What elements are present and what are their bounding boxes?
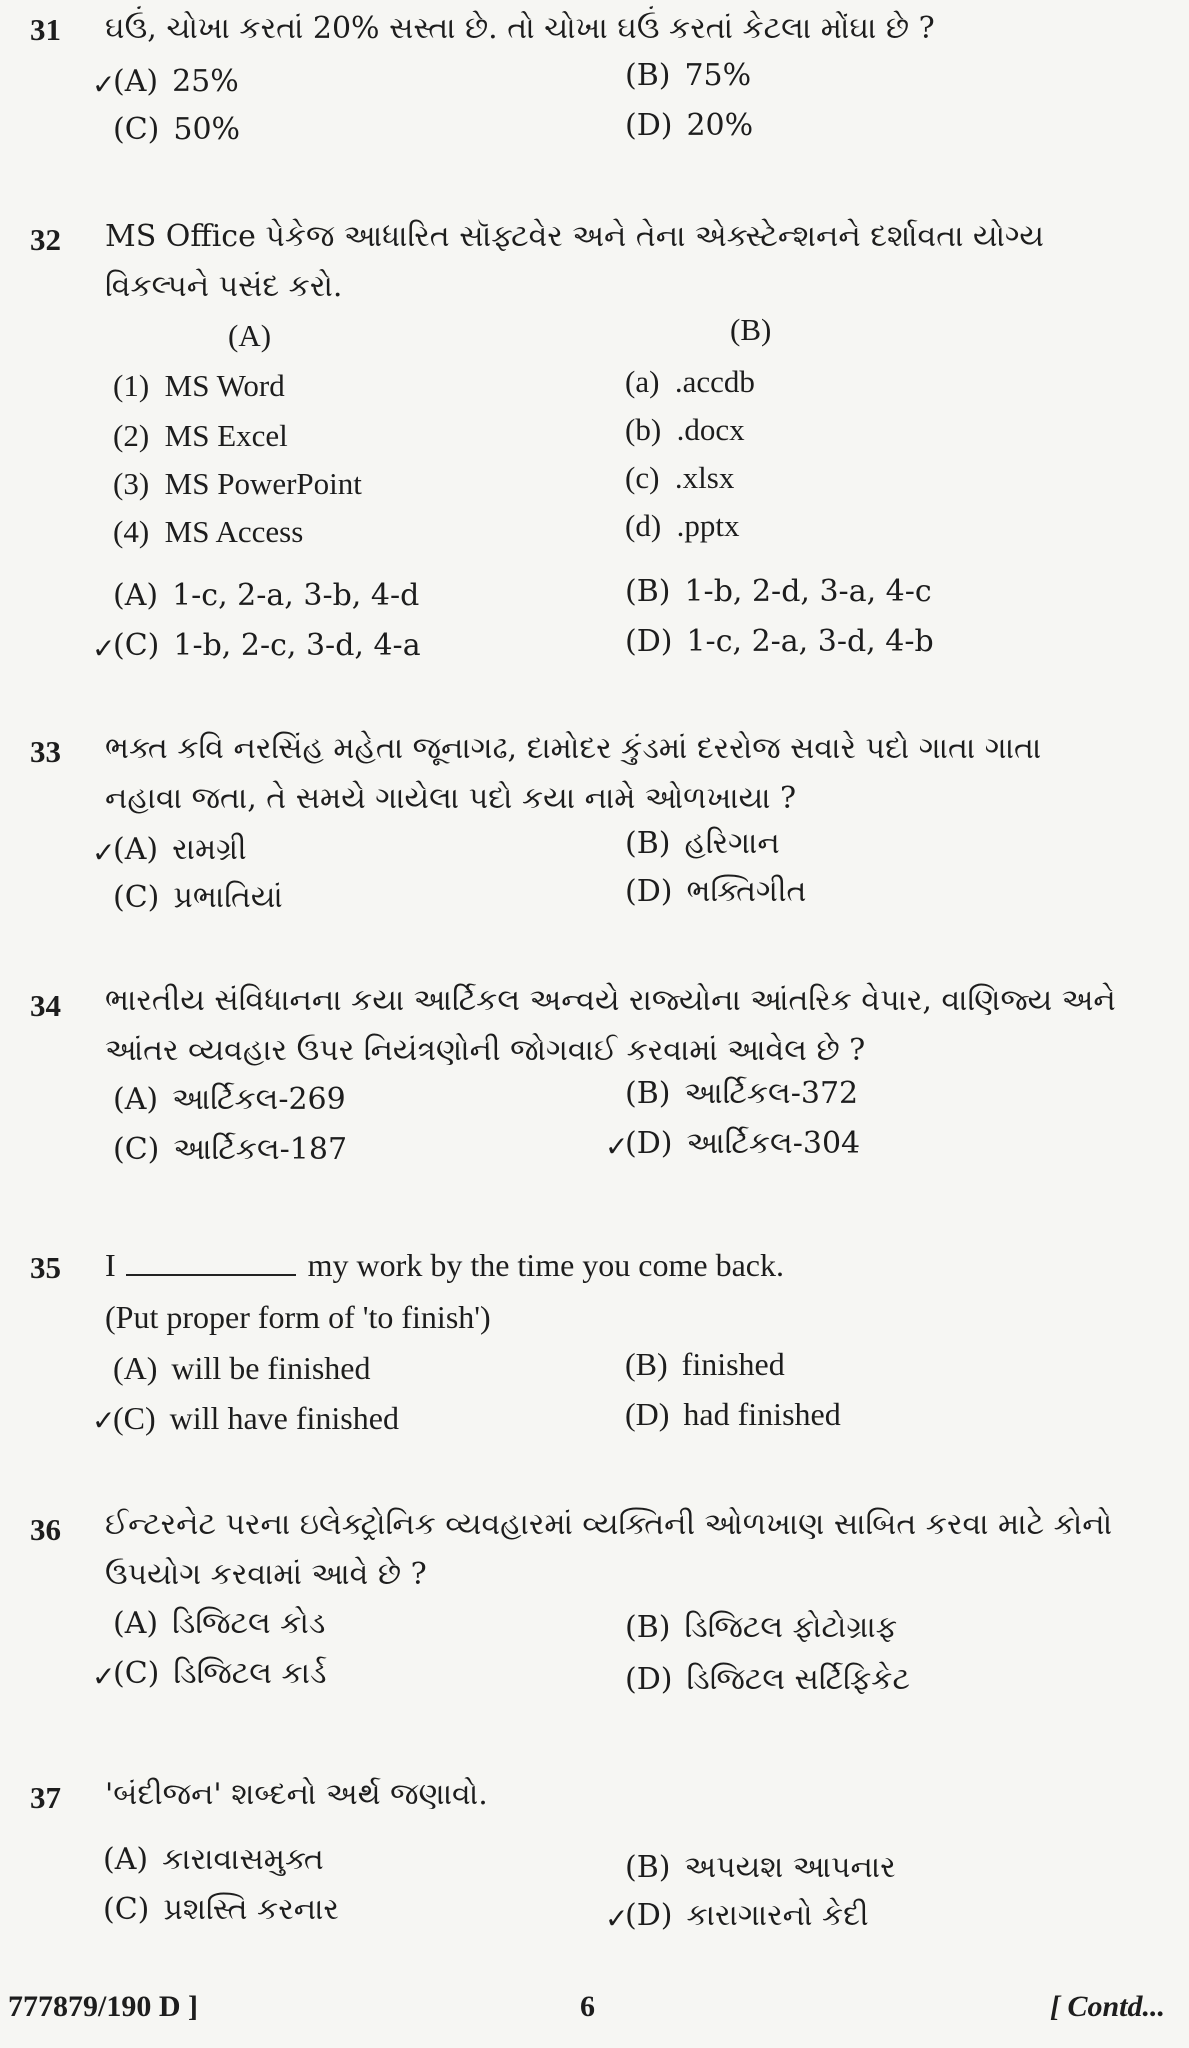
option-c[interactable]: (C) આર્ટિકલ-187 [113,1132,348,1167]
option-b[interactable]: (B) finished [625,1346,785,1382]
option-d[interactable]: (D) કારાગારનો કેદી [625,1898,869,1933]
answer-tick-mark: ✓ [605,1130,629,1163]
option-d[interactable]: (D) 20% [625,108,754,143]
option-a[interactable]: (A) કારાવાસમુક્ત [103,1842,324,1877]
option-a[interactable]: (A) ડિજિટલ કોડ [113,1606,326,1641]
option-a[interactable]: (A) will be finished [113,1350,371,1386]
column-b-header: (B) [730,312,772,347]
question-instruction: (Put proper form of 'to finish') [105,1299,491,1335]
option-d[interactable]: (D) had finished [625,1396,841,1432]
option-b[interactable]: (B) 75% [625,58,752,93]
question-text: MS Office પેકેજ આધારિત સૉફ્ટવેર અને તેના એક્સ્ટેન્શનને દર્શાવતા યોગ્ય વિકલ્પને પસંદ કરો. [105,219,1044,304]
continued-label: [ Contd... [1050,1990,1166,2023]
option-c[interactable]: (C) પ્રભાતિયાં [113,880,283,915]
column-b-item: (a) .accdb [625,364,755,399]
question-text: ભક્ત કવિ નરસિંહ મહેતા જૂનાગઢ, દામોદર કુંડમાં દરરોજ સવારે પદો ગાતા ગાતા નહાવા જતા, તે સમયે ગાયેલા પદો કયા નામે ઓળખાયા ? [105,731,1042,816]
option-c[interactable]: (C) 1-b, 2-c, 3-d, 4-a [113,628,421,663]
answer-tick-mark: ✓ [92,836,116,869]
question-number: 31 [30,12,61,47]
column-a-item: (3) MS PowerPoint [113,466,362,501]
question-text: ઈન્ટરનેટ પરના ઇલેક્ટ્રોનિક વ્યવહારમાં વ્યક્તિની ઓળખાણ સાબિત કરવા માટે કોનો ઉપયોગ કરવામાં આવે છે ? [105,1507,1113,1592]
page-number: 6 [580,1990,595,2023]
question-number: 36 [30,1512,61,1547]
answer-tick-mark: ✓ [92,68,116,101]
question-number: 35 [30,1250,61,1285]
option-a[interactable]: (A) 25% [113,64,239,99]
question-text: ભારતીય સંવિધાનના કયા આર્ટિકલ અન્વયે રાજ્યોના આંતરિક વેપાર, વાણિજ્ય અને આંતર વ્યવહાર ઉપર નિયંત્રણોની જોગવાઈ કરવામાં આવેલ છે ? [105,983,1116,1068]
option-b[interactable]: (B) આર્ટિકલ-372 [625,1076,859,1111]
option-d[interactable]: (D) આર્ટિકલ-304 [625,1126,861,1161]
answer-tick-mark: ✓ [92,1660,116,1693]
question-text: I my work by the time you come back. [105,1247,784,1283]
question-number: 37 [30,1780,61,1815]
option-b[interactable]: (B) અપયશ આપનાર [625,1850,896,1885]
option-b[interactable]: (B) ડિજિટલ ફોટોગ્રાફ [625,1610,898,1645]
answer-tick-mark: ✓ [605,1902,629,1935]
option-b[interactable]: (B) 1-b, 2-d, 3-a, 4-c [625,574,932,609]
question-text: ઘઉં, ચોખા કરતાં 20% સસ્તા છે. તો ચોખા ઘઉં કરતાં કેટલા મોંઘા છે ? [105,11,935,46]
column-a-item: (4) MS Access [113,514,304,549]
answer-blank [126,1248,296,1276]
paper-code: 777879/190 D ] [8,1990,198,2023]
option-d[interactable]: (D) ડિજિટલ સર્ટિફિકેટ [625,1662,910,1697]
option-a[interactable]: (A) 1-c, 2-a, 3-b, 4-d [113,578,420,613]
option-c[interactable]: (C) પ્રશસ્તિ કરનાર [103,1892,339,1927]
question-number: 33 [30,734,61,769]
column-a-item: (1) MS Word [113,368,285,403]
option-c[interactable]: (C) 50% [113,112,241,147]
option-a[interactable]: (A) રામગ્રી [113,832,247,867]
question-number: 34 [30,988,61,1023]
answer-tick-mark: ✓ [92,1404,116,1437]
column-a-header: (A) [228,318,272,353]
option-b[interactable]: (B) હરિગાન [625,826,780,861]
column-a-item: (2) MS Excel [113,418,288,453]
option-c[interactable]: (C) will have finished [113,1400,399,1436]
option-d[interactable]: (D) 1-c, 2-a, 3-d, 4-b [625,624,934,659]
question-text: 'બંદીજન' શબ્દનો અર્થ જણાવો. [105,1777,488,1812]
option-a[interactable]: (A) આર્ટિકલ-269 [113,1082,346,1117]
option-d[interactable]: (D) ભક્તિગીત [625,874,807,909]
column-b-item: (c) .xlsx [625,460,735,495]
answer-tick-mark: ✓ [92,632,116,665]
question-number: 32 [30,222,61,257]
column-b-item: (b) .docx [625,412,745,447]
column-b-item: (d) .pptx [625,508,740,543]
option-c[interactable]: (C) ડિજિટલ કાર્ડ [113,1656,327,1691]
